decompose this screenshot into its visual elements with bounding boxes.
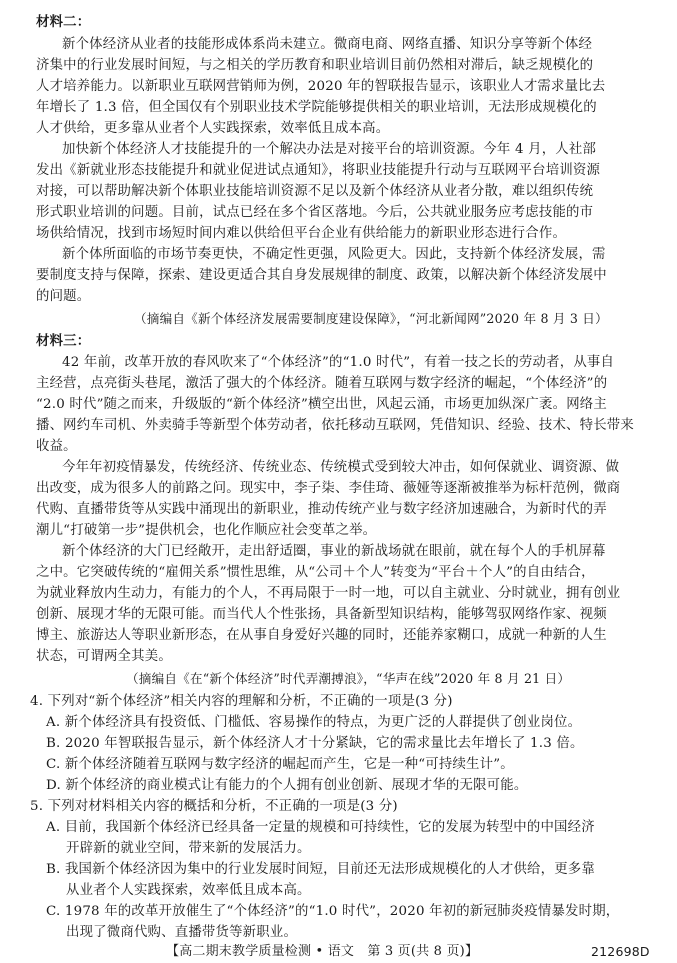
paragraph-line: 为就业释放内生动力，有能力的个人，不再局限于一时一地，可以自主就业、分时就业，拥有创业 — [36, 586, 621, 601]
paragraph-line: 今年年初疫情暴发，传统经济、传统业态、传统模式受到较大冲击，如何保就业、调资源、做 — [62, 460, 620, 475]
paragraph-line: 新个体所面临的市场节奏更快，不确定性更强，风险更大。因此，支持新个体经济发展，需 — [62, 247, 606, 262]
question-5-option-b: B. 我国新个体经济因为集中的行业发展时间短，目前还无法形成规模化的人才供给，更多靠 — [46, 862, 595, 877]
question-4-option-b: B. 2020 年智联报告显示，新个体经济人才十分紧缺，它的需求量比去年增长了 1.3 倍。 — [46, 736, 584, 751]
paragraph-line: 年增长了 1.3 倍，但全国仅有个别职业技术学院能够提供相关的职业培训，无法形成规模化的 — [36, 100, 597, 115]
paragraph-line: 新个体经济的大门已经敞开，走出舒适圈，事业的新战场就在眼前，就在每个人的手机屏幕 — [62, 544, 606, 559]
paragraph-line: 创新、展现才华的无限可能。而当代人个性张扬，具备新型知识结构，能够驾驭网络作家、视频 — [36, 607, 607, 622]
material-2-source: （摘编自《新个体经济发展需要制度建设保障》，“河北新闻网”2020 年 8 月 3 日） — [134, 311, 608, 326]
paragraph-line: 播、网约车司机、外卖骑手等新型个体劳动者，依托移动互联网，凭借知识、经验、技术、特长带来 — [36, 418, 634, 433]
paragraph-line: 42 年前，改革开放的春风吹来了“个体经济”的“1.0 时代”，有着一技之长的劳动者，从事自 — [62, 355, 615, 370]
question-5-option-c: C. 1978 年的改革开放催生了“个体经济”的“1.0 时代”，2020 年初的新冠肺炎疫情暴发时期， — [46, 904, 620, 919]
page-footer: 【高二期末教学质量检测 • 语文 第 3 页(共 8 页)】 — [166, 944, 479, 959]
paragraph-line: 之中。它突破传统的“雇佣关系”惯性思维，从“公司＋个人”转变为“平台＋个人”的自由结合， — [36, 565, 595, 580]
question-5-option-c-cont: 出现了微商代购、直播带货等新职业。 — [66, 925, 298, 940]
paragraph-line: 状态，可谓两全其美。 — [36, 649, 172, 664]
paragraph-line: 济集中的行业发展时间短，与之相关的学历教育和职业培训目前仍然相对滞后，缺乏规模化的 — [36, 58, 594, 73]
paragraph-line: 收益。 — [36, 439, 77, 454]
paragraph-line: 人才供给，更多靠从业者个人实践探索，效率低且成本高。 — [36, 121, 390, 136]
paragraph-line: 场供给情况，找到市场短时间内难以供给但平台企业有供给能力的新职业形态进行合作。 — [36, 226, 567, 241]
material-3-source: （摘编自《在“新个体经济”时代弄潮搏浪》，“华声在线”2020 年 8 月 21 日） — [126, 671, 571, 686]
question-4-option-c: C. 新个体经济随着互联网与数字经济的崛起而产生，它是一种“可持续生计”。 — [46, 757, 514, 772]
material-2-heading: 材料二： — [36, 15, 91, 30]
paragraph-line: 发出《新就业形态技能提升和就业促进试点通知》，将职业技能提升行动与互联网平台培训资源 — [36, 163, 601, 178]
paragraph-line: 潮儿“打破第一步”提供机会，也化作顺应社会变革之举。 — [36, 523, 377, 538]
paragraph-line: 加快新个体经济人才技能提升的一个解决办法是对接平台的培训资源。今年 4 月，人社部 — [62, 142, 597, 157]
question-4-option-d: D. 新个体经济的商业模式让有能力的个人拥有创业创新、展现才华的无限可能。 — [46, 778, 528, 793]
question-5-stem: 5. 下列对材料相关内容的概括和分析，不正确的一项是(3 分) — [30, 799, 398, 814]
question-4-stem: 4. 下列对“新个体经济”相关内容的理解和分析，不正确的一项是(3 分) — [30, 694, 453, 709]
question-5-option-b-cont: 从业者个人实践探索，效率低且成本高。 — [66, 883, 311, 898]
paragraph-line: 对接，可以帮助解决新个体职业技能培训资源不足以及新个体经济从业者分散，难以组织传统 — [36, 184, 594, 199]
paragraph-line: 主经营，点亮街头巷尾，激活了强大的个体经济。随着互联网与数字经济的崛起，“个体经济”的 — [36, 376, 608, 391]
question-5-option-a: A. 目前，我国新个体经济已经具备一定量的规模和可持续性，它的发展为转型中的中国经济 — [46, 820, 595, 835]
paragraph-line: 代购、直播带货等从实践中涌现出的新职业，推动传统产业与数字经济加速融合，为新时代的弄 — [36, 502, 607, 517]
paragraph-line: 的问题。 — [36, 289, 91, 304]
question-4-option-a: A. 新个体经济具有投资低、门槛低、容易操作的特点，为更广泛的人群提供了创业岗位。 — [46, 715, 582, 730]
exam-code: 212698D — [591, 944, 650, 959]
paragraph-line: 出改变，成为很多人的前路之问。现实中，李子柒、李佳琦、薇娅等逐渐被推举为标杆范例，微商 — [36, 481, 621, 496]
paragraph-line: 形式职业培训的问题。目前，试点已经在多个省区落地。今后，公共就业服务应考虑技能的市 — [36, 205, 594, 220]
question-5-option-a-cont: 开辟新的就业空间，带来新的发展活力。 — [66, 841, 311, 856]
material-3-heading: 材料三： — [36, 334, 91, 349]
paragraph-line: 人才培养能力。以新职业互联网营销师为例，2020 年的智联报告显示，该职业人才需求量比去 — [36, 79, 606, 94]
paragraph-line: “2.0 时代”随之而来，升级版的“新个体经济”横空出世，风起云涌，市场更加纵深广袤。网络主 — [36, 397, 607, 412]
paragraph-line: 新个体经济从业者的技能形成体系尚未建立。微商电商、网络直播、知识分享等新个体经 — [62, 37, 593, 52]
paragraph-line: 博主、旅游达人等职业新形态，在从事自身爱好兴趣的同时，还能养家糊口，成就一种新的人生 — [36, 628, 607, 643]
paragraph-line: 要制度支持与保障，探索、建设更适合其自身发展规律的制度、政策，以解决新个体经济发展中 — [36, 268, 607, 283]
